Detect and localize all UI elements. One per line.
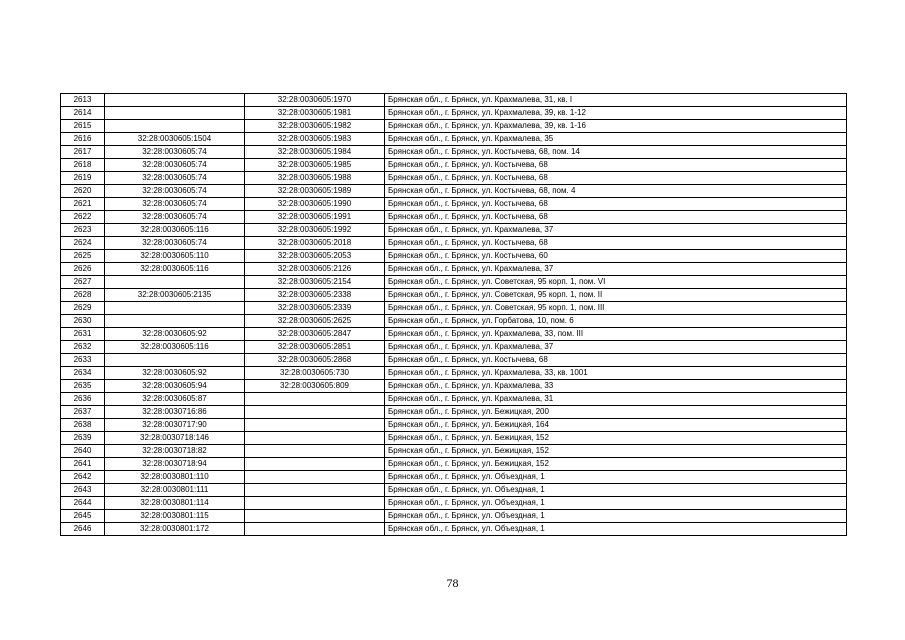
row-number-cell: 2633 — [61, 354, 105, 367]
object-number-cell — [245, 471, 385, 484]
object-number-cell: 32:28:0030605:1990 — [245, 198, 385, 211]
address-cell: Брянская обл., г. Брянск, ул. Крахмалева, 35 — [385, 133, 847, 146]
table-row — [61, 146, 847, 159]
row-number-cell: 2644 — [61, 497, 105, 510]
parcel-number-cell: 32:28:0030605:74 — [105, 198, 245, 211]
address-cell: Брянская обл., г. Брянск, ул. Крахмалева, 33, пом. III — [385, 328, 847, 341]
parcel-number-cell: 32:28:0030605:2135 — [105, 289, 245, 302]
object-number-cell: 32:28:0030605:1970 — [245, 94, 385, 107]
table-row — [61, 445, 847, 458]
parcel-number-cell: 32:28:0030801:110 — [105, 471, 245, 484]
parcel-number-cell: 32:28:0030605:116 — [105, 263, 245, 276]
parcel-number-cell: 32:28:0030605:116 — [105, 224, 245, 237]
table-row — [61, 263, 847, 276]
address-cell: Брянская обл., г. Брянск, ул. Костычева, 68 — [385, 211, 847, 224]
parcel-number-cell: 32:28:0030605:87 — [105, 393, 245, 406]
table-row — [61, 289, 847, 302]
object-number-cell: 32:28:0030605:2847 — [245, 328, 385, 341]
table-row — [61, 237, 847, 250]
parcel-number-cell: 32:28:0030718:82 — [105, 445, 245, 458]
address-cell: Брянская обл., г. Брянск, ул. Бежицкая, 152 — [385, 445, 847, 458]
row-number-cell: 2617 — [61, 146, 105, 159]
table-row — [61, 406, 847, 419]
address-cell: Брянская обл., г. Брянск, ул. Объездная, 1 — [385, 510, 847, 523]
row-number-cell: 2629 — [61, 302, 105, 315]
object-number-cell: 32:28:0030605:2339 — [245, 302, 385, 315]
address-cell: Брянская обл., г. Брянск, ул. Советская, 95 корп. 1, пом. III — [385, 302, 847, 315]
parcel-number-cell — [105, 354, 245, 367]
address-cell: Брянская обл., г. Брянск, ул. Крахмалева, 31 — [385, 393, 847, 406]
parcel-number-cell: 32:28:0030801:114 — [105, 497, 245, 510]
row-number-cell: 2628 — [61, 289, 105, 302]
parcel-number-cell: 32:28:0030801:115 — [105, 510, 245, 523]
parcel-number-cell: 32:28:0030605:74 — [105, 185, 245, 198]
parcel-number-cell: 32:28:0030605:94 — [105, 380, 245, 393]
object-number-cell: 32:28:0030605:2625 — [245, 315, 385, 328]
row-number-cell: 2634 — [61, 367, 105, 380]
row-number-cell: 2630 — [61, 315, 105, 328]
row-number-cell: 2645 — [61, 510, 105, 523]
address-cell: Брянская обл., г. Брянск, ул. Советская, 95 корп. 1, пом. II — [385, 289, 847, 302]
row-number-cell: 2641 — [61, 458, 105, 471]
parcel-number-cell: 32:28:0030605:74 — [105, 237, 245, 250]
table-row — [61, 354, 847, 367]
parcel-number-cell: 32:28:0030718:146 — [105, 432, 245, 445]
table-row — [61, 107, 847, 120]
object-number-cell — [245, 393, 385, 406]
table-row — [61, 471, 847, 484]
object-number-cell — [245, 523, 385, 536]
row-number-cell: 2620 — [61, 185, 105, 198]
parcel-number-cell: 32:28:0030605:1504 — [105, 133, 245, 146]
parcel-number-cell: 32:28:0030716:86 — [105, 406, 245, 419]
table-row — [61, 302, 847, 315]
object-number-cell: 32:28:0030605:1988 — [245, 172, 385, 185]
row-number-cell: 2625 — [61, 250, 105, 263]
parcel-number-cell — [105, 94, 245, 107]
object-number-cell: 32:28:0030605:2338 — [245, 289, 385, 302]
table-row — [61, 172, 847, 185]
address-cell: Брянская обл., г. Брянск, ул. Костычева, 68, пом. 14 — [385, 146, 847, 159]
row-number-cell: 2624 — [61, 237, 105, 250]
object-number-cell: 32:28:0030605:1985 — [245, 159, 385, 172]
row-number-cell: 2636 — [61, 393, 105, 406]
table-row — [61, 523, 847, 536]
parcel-number-cell: 32:28:0030605:74 — [105, 146, 245, 159]
page-number: 78 — [446, 576, 459, 590]
row-number-cell: 2614 — [61, 107, 105, 120]
address-cell: Брянская обл., г. Брянск, ул. Костычева, 68 — [385, 198, 847, 211]
object-number-cell: 32:28:0030605:1982 — [245, 120, 385, 133]
address-cell: Брянская обл., г. Брянск, ул. Горбатова, 10, пом. 6 — [385, 315, 847, 328]
address-cell: Брянская обл., г. Брянск, ул. Костычева, 68 — [385, 159, 847, 172]
object-number-cell — [245, 458, 385, 471]
table-row — [61, 380, 847, 393]
table-body — [61, 94, 847, 536]
table-row — [61, 510, 847, 523]
address-cell: Брянская обл., г. Брянск, ул. Крахмалева, 37 — [385, 263, 847, 276]
parcel-number-cell — [105, 276, 245, 289]
row-number-cell: 2622 — [61, 211, 105, 224]
object-number-cell: 32:28:0030605:730 — [245, 367, 385, 380]
address-cell: Брянская обл., г. Брянск, ул. Объездная, 1 — [385, 484, 847, 497]
table-row — [61, 341, 847, 354]
table-row — [61, 133, 847, 146]
parcel-number-cell: 32:28:0030605:110 — [105, 250, 245, 263]
table-row — [61, 276, 847, 289]
address-cell: Брянская обл., г. Брянск, ул. Крахмалева, 37 — [385, 341, 847, 354]
address-cell: Брянская обл., г. Брянск, ул. Крахмалева, 33, кв. 1001 — [385, 367, 847, 380]
row-number-cell: 2638 — [61, 419, 105, 432]
row-number-cell: 2640 — [61, 445, 105, 458]
object-number-cell: 32:28:0030605:2018 — [245, 237, 385, 250]
object-number-cell — [245, 419, 385, 432]
parcel-number-cell — [105, 302, 245, 315]
table-row — [61, 120, 847, 133]
parcel-number-cell — [105, 120, 245, 133]
address-cell: Брянская обл., г. Брянск, ул. Костычева, 68 — [385, 354, 847, 367]
parcel-number-cell: 32:28:0030605:92 — [105, 328, 245, 341]
table-row — [61, 211, 847, 224]
object-number-cell: 32:28:0030605:1981 — [245, 107, 385, 120]
row-number-cell: 2639 — [61, 432, 105, 445]
row-number-cell: 2613 — [61, 94, 105, 107]
address-cell: Брянская обл., г. Брянск, ул. Костычева, 68 — [385, 172, 847, 185]
parcel-number-cell: 32:28:0030605:74 — [105, 172, 245, 185]
row-number-cell: 2618 — [61, 159, 105, 172]
object-number-cell: 32:28:0030605:1992 — [245, 224, 385, 237]
address-cell: Брянская обл., г. Брянск, ул. Костычева, 68 — [385, 237, 847, 250]
row-number-cell: 2637 — [61, 406, 105, 419]
object-number-cell: 32:28:0030605:2868 — [245, 354, 385, 367]
row-number-cell: 2632 — [61, 341, 105, 354]
table-row — [61, 367, 847, 380]
address-cell: Брянская обл., г. Брянск, ул. Костычева, 60 — [385, 250, 847, 263]
table-row — [61, 328, 847, 341]
table-row — [61, 432, 847, 445]
address-cell: Брянская обл., г. Брянск, ул. Советская, 95 корп. 1, пом. VI — [385, 276, 847, 289]
object-number-cell: 32:28:0030605:1983 — [245, 133, 385, 146]
table-row — [61, 393, 847, 406]
row-number-cell: 2623 — [61, 224, 105, 237]
object-number-cell: 32:28:0030605:1989 — [245, 185, 385, 198]
address-cell: Брянская обл., г. Брянск, ул. Бежицкая, 152 — [385, 458, 847, 471]
object-number-cell: 32:28:0030605:2154 — [245, 276, 385, 289]
object-number-cell — [245, 445, 385, 458]
table-row — [61, 458, 847, 471]
parcel-number-cell: 32:28:0030605:92 — [105, 367, 245, 380]
row-number-cell: 2619 — [61, 172, 105, 185]
row-number-cell: 2626 — [61, 263, 105, 276]
parcel-number-cell: 32:28:0030605:74 — [105, 211, 245, 224]
row-number-cell: 2646 — [61, 523, 105, 536]
table-row — [61, 94, 847, 107]
table-row — [61, 315, 847, 328]
row-number-cell: 2616 — [61, 133, 105, 146]
object-number-cell: 32:28:0030605:1984 — [245, 146, 385, 159]
table-row — [61, 159, 847, 172]
parcel-number-cell: 32:28:0030801:111 — [105, 484, 245, 497]
table-row — [61, 250, 847, 263]
address-cell: Брянская обл., г. Брянск, ул. Крахмалева, 39, кв. 1-12 — [385, 107, 847, 120]
table-row — [61, 224, 847, 237]
parcel-number-cell — [105, 315, 245, 328]
row-number-cell: 2642 — [61, 471, 105, 484]
address-cell: Брянская обл., г. Брянск, ул. Крахмалева, 37 — [385, 224, 847, 237]
row-number-cell: 2627 — [61, 276, 105, 289]
address-cell: Брянская обл., г. Брянск, ул. Бежицкая, 164 — [385, 419, 847, 432]
address-cell: Брянская обл., г. Брянск, ул. Крахмалева, 39, кв. 1-16 — [385, 120, 847, 133]
row-number-cell: 2631 — [61, 328, 105, 341]
address-cell: Брянская обл., г. Брянск, ул. Объездная, 1 — [385, 523, 847, 536]
object-number-cell — [245, 406, 385, 419]
table-row — [61, 484, 847, 497]
object-number-cell — [245, 432, 385, 445]
row-number-cell: 2615 — [61, 120, 105, 133]
cadastral-table — [60, 93, 847, 536]
object-number-cell — [245, 510, 385, 523]
object-number-cell — [245, 484, 385, 497]
object-number-cell: 32:28:0030605:2126 — [245, 263, 385, 276]
address-cell: Брянская обл., г. Брянск, ул. Бежицкая, 152 — [385, 432, 847, 445]
object-number-cell: 32:28:0030605:1991 — [245, 211, 385, 224]
parcel-number-cell: 32:28:0030718:94 — [105, 458, 245, 471]
parcel-number-cell: 32:28:0030605:116 — [105, 341, 245, 354]
object-number-cell: 32:28:0030605:809 — [245, 380, 385, 393]
parcel-number-cell: 32:28:0030605:74 — [105, 159, 245, 172]
row-number-cell: 2621 — [61, 198, 105, 211]
object-number-cell: 32:28:0030605:2053 — [245, 250, 385, 263]
table-row — [61, 419, 847, 432]
address-cell: Брянская обл., г. Брянск, ул. Костычева, 68, пом. 4 — [385, 185, 847, 198]
address-cell: Брянская обл., г. Брянск, ул. Бежицкая, 200 — [385, 406, 847, 419]
table-row — [61, 185, 847, 198]
parcel-number-cell — [105, 107, 245, 120]
table-row — [61, 497, 847, 510]
address-cell: Брянская обл., г. Брянск, ул. Крахмалева, 33 — [385, 380, 847, 393]
parcel-number-cell: 32:28:0030717:90 — [105, 419, 245, 432]
object-number-cell: 32:28:0030605:2851 — [245, 341, 385, 354]
row-number-cell: 2643 — [61, 484, 105, 497]
address-cell: Брянская обл., г. Брянск, ул. Объездная, 1 — [385, 471, 847, 484]
address-cell: Брянская обл., г. Брянск, ул. Объездная, 1 — [385, 497, 847, 510]
address-cell: Брянская обл., г. Брянск, ул. Крахмалева, 31, кв. I — [385, 94, 847, 107]
row-number-cell: 2635 — [61, 380, 105, 393]
object-number-cell — [245, 497, 385, 510]
parcel-number-cell: 32:28:0030801:172 — [105, 523, 245, 536]
table-row — [61, 198, 847, 211]
